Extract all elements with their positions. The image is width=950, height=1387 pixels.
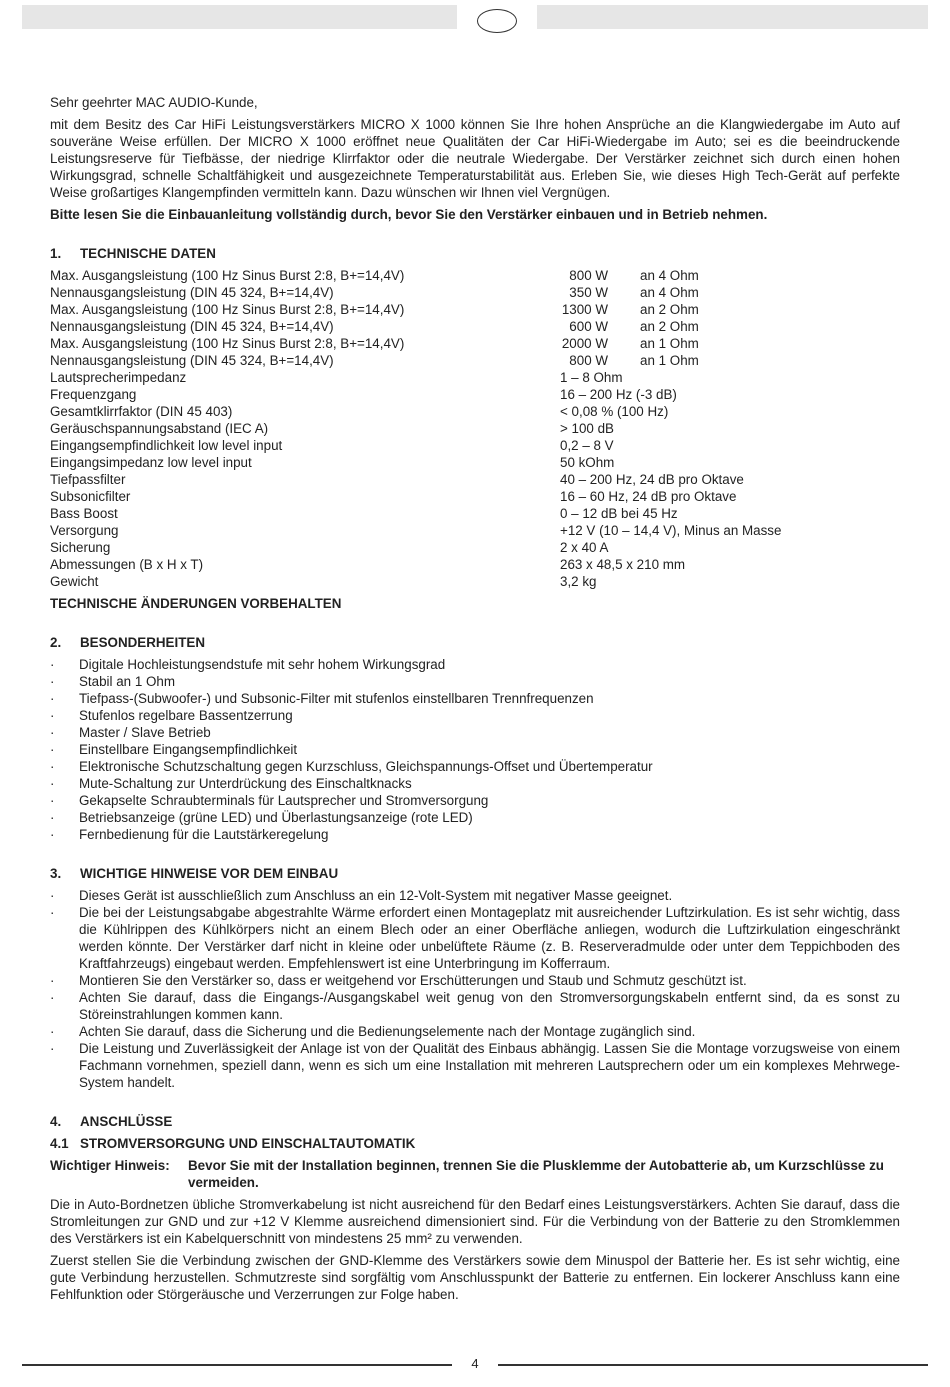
spec-label: Frequenzgang bbox=[50, 387, 137, 402]
spec-label: Max. Ausgangsleistung (100 Hz Sinus Burst 2:8, B+=14,4V) bbox=[50, 302, 405, 317]
hint-label: Wichtiger Hinweis: bbox=[50, 1158, 170, 1173]
list-item: · Montieren Sie den Verstärker so, dass er weitgehend vor Erschütterungen und Staub und Schmutz geschützt ist. bbox=[50, 972, 900, 989]
spec-label: Subsonicfilter bbox=[50, 489, 131, 504]
spec-value: 16 – 60 Hz, 24 dB pro Oktave bbox=[560, 489, 737, 504]
footer-rule-left bbox=[22, 1364, 452, 1366]
spec-value: 2 x 40 A bbox=[560, 540, 609, 555]
spec-load: an 2 Ohm bbox=[640, 302, 699, 317]
list-item: · Die bei der Leistungsabgabe abgestrahlte Wärme erfordert einen Montageplatz mit ausreichender Luftzirkulation. Es ist sehr wichtig, dass die Kühlrippen des Kühlkörpers nicht an einem Blech oder an einer Oberfläche anliegen, wodurch die Luftzirkulation eingeschränkt werden könnte. Der Verstärker darf nicht in kleine oder unbelüftete Räume (z. B. Reserveradmulde oder unter dem Teppichboden des Kraftfahrzeugs) eingebaut werden. Empfehlenswert ist eine Unterbringung im Kofferraum. bbox=[50, 904, 900, 972]
spec-value: 800 W bbox=[569, 353, 608, 368]
list-item: · Betriebsanzeige (grüne LED) und Überlastungsanzeige (rote LED) bbox=[50, 809, 900, 826]
spec-label: Geräuschspannungsabstand (IEC A) bbox=[50, 421, 269, 436]
spec-row bbox=[50, 556, 900, 573]
list-item: · Fernbedienung für die Lautstärkeregelung bbox=[50, 826, 900, 843]
spec-value: 600 W bbox=[569, 319, 608, 334]
spec-label: Tiefpassfilter bbox=[50, 472, 126, 487]
spec-value: 0,2 – 8 V bbox=[560, 438, 614, 453]
list-item: · Einstellbare Eingangsempfindlichkeit bbox=[50, 741, 900, 758]
list-item: · Gekapselte Schraubterminals für Lautsprecher und Stromversorgung bbox=[50, 792, 900, 809]
spec-row bbox=[50, 488, 900, 505]
intro-paragraph: mit dem Besitz des Car HiFi Leistungsverstärkers MICRO X 1000 können Sie Ihre hohen Ansprüche an die Klangwiedergabe im Auto auf souveräne Weise erfüllen. Der MICRO X 1000 eröffnet neue Qualitäten der Car HiFi-Wiedergabe im Auto; sei es die beeindruckende Leistungsreserve für Tiefbässe, der niedrige Klirrfaktor oder die neutrale Wiedergabe. Der Verstärker zeichnet sich durch einen hohen Wirkungsgrad, schnelle Schaltfähigkeit und ausgezeichnete Temperaturstabilität aus. Erleben Sie, wie dieses High Tech-Gerät auf perfekte Weise großartiges Klangempfinden vermitteln kann. Dazu wünschen wir Ihnen viel Vergnügen. bbox=[50, 117, 900, 200]
spec-load: an 4 Ohm bbox=[640, 285, 699, 300]
spec-row bbox=[50, 284, 900, 301]
spec-value: 800 W bbox=[569, 268, 608, 283]
hint-text: Bevor Sie mit der Installation beginnen, trennen Sie die Plusklemme der Autobatterie ab, um Kurzschlüsse zu vermeiden. bbox=[188, 1158, 884, 1190]
section-heading: 3. WICHTIGE HINWEISE VOR DEM EINBAU bbox=[50, 866, 339, 881]
spec-row bbox=[50, 352, 900, 369]
section-connections bbox=[50, 1113, 900, 1303]
document-body bbox=[50, 94, 900, 1308]
list-item: · Mute-Schaltung zur Unterdrückung des Einschaltknacks bbox=[50, 775, 900, 792]
spec-label: Nennausgangsleistung (DIN 45 324, B+=14,4V) bbox=[50, 353, 334, 368]
list-item: · Achten Sie darauf, dass die Sicherung und die Bedienungselemente nach der Montage zugänglich sind. bbox=[50, 1023, 900, 1040]
language-oval-icon bbox=[477, 9, 517, 33]
spec-row bbox=[50, 369, 900, 386]
list-item: · Die Leistung und Zuverlässigkeit der Anlage ist von der Qualität des Einbaus abhängig. Lassen Sie die Montage vorzugsweise von einem Fachmann vornehmen, speziell dann, wenn es sich um eine Installation mit mehreren Lautsprechern oder um ein komplexes Mehrwege-System handelt. bbox=[50, 1040, 900, 1091]
spec-label: Eingangsempfindlichkeit low level input bbox=[50, 438, 283, 453]
section-features bbox=[50, 634, 900, 843]
spec-row bbox=[50, 301, 900, 318]
spec-value: 2000 W bbox=[561, 336, 608, 351]
spec-row bbox=[50, 335, 900, 352]
spec-load: an 2 Ohm bbox=[640, 319, 699, 334]
spec-value: 50 kOhm bbox=[560, 455, 615, 470]
spec-label: Bass Boost bbox=[50, 506, 118, 521]
spec-label: Nennausgangsleistung (DIN 45 324, B+=14,4V) bbox=[50, 319, 334, 334]
list-item: · Digitale Hochleistungsendstufe mit sehr hohem Wirkungsgrad bbox=[50, 656, 900, 673]
greeting: Sehr geehrter MAC AUDIO-Kunde, bbox=[50, 95, 258, 110]
section-heading: 4. ANSCHLÜSSE bbox=[50, 1114, 173, 1129]
spec-table bbox=[50, 369, 900, 590]
spec-row bbox=[50, 437, 900, 454]
ground-connection-paragraph: Zuerst stellen Sie die Verbindung zwischen der GND-Klemme des Verstärkers sowie dem Minuspol der Batterie her. Es ist sehr wichtig, eine gute Verbindung herzustellen. Schmutzreste sind sorgfältig vom Anschlusspunkt der Batterie zu entfernen. Ein lockerer Anschluss kann eine Fehlfunktion oder Störgeräusche und Verzerrungen zur Folge haben. bbox=[50, 1253, 900, 1302]
spec-label: Sicherung bbox=[50, 540, 111, 555]
list-item: · Stufenlos regelbare Bassentzerrung bbox=[50, 707, 900, 724]
footer-rule-right bbox=[498, 1364, 928, 1366]
list-item: · Elektronische Schutzschaltung gegen Kurzschluss, Gleichspannungs-Offset und Übertemperatur bbox=[50, 758, 900, 775]
spec-value: 1 – 8 Ohm bbox=[560, 370, 623, 385]
spec-label: Max. Ausgangsleistung (100 Hz Sinus Burst 2:8, B+=14,4V) bbox=[50, 268, 405, 283]
spec-label: Lautsprecherimpedanz bbox=[50, 370, 187, 385]
spec-row bbox=[50, 420, 900, 437]
power-spec-table bbox=[50, 267, 900, 369]
spec-row bbox=[50, 267, 900, 284]
spec-value: < 0,08 % (100 Hz) bbox=[560, 404, 669, 419]
spec-label: Eingangsimpedanz low level input bbox=[50, 455, 252, 470]
spec-row bbox=[50, 573, 900, 590]
spec-row bbox=[50, 471, 900, 488]
spec-label: Gewicht bbox=[50, 574, 99, 589]
list-item: · Achten Sie darauf, dass die Eingangs-/Ausgangskabel weit genug von den Stromversorgungskabeln entfernt sind, da es sonst zu Störeinstrahlungen kommen kann. bbox=[50, 989, 900, 1023]
spec-row bbox=[50, 386, 900, 403]
list-item: · Master / Slave Betrieb bbox=[50, 724, 900, 741]
spec-value: 1300 W bbox=[561, 302, 608, 317]
changes-reserved-note: TECHNISCHE ÄNDERUNGEN VORBEHALTEN bbox=[50, 596, 342, 611]
section-technical-data bbox=[50, 245, 900, 612]
spec-value: 350 W bbox=[569, 285, 608, 300]
section-installation-notes bbox=[50, 865, 900, 1091]
spec-value: 0 – 12 dB bei 45 Hz bbox=[560, 506, 678, 521]
spec-label: Nennausgangsleistung (DIN 45 324, B+=14,4V) bbox=[50, 285, 334, 300]
installation-notes-list bbox=[50, 887, 900, 1091]
spec-value: +12 V (10 – 14,4 V), Minus an Masse bbox=[560, 523, 782, 538]
header-bar bbox=[22, 5, 928, 29]
section-heading: 1. TECHNISCHE DATEN bbox=[50, 246, 216, 261]
spec-load: an 1 Ohm bbox=[640, 336, 699, 351]
list-item: · Stabil an 1 Ohm bbox=[50, 673, 900, 690]
spec-row bbox=[50, 318, 900, 335]
section-heading: 2. BESONDERHEITEN bbox=[50, 635, 205, 650]
spec-value: 3,2 kg bbox=[560, 574, 597, 589]
spec-row bbox=[50, 454, 900, 471]
spec-row bbox=[50, 403, 900, 420]
spec-row bbox=[50, 522, 900, 539]
spec-label: Gesamtklirrfaktor (DIN 45 403) bbox=[50, 404, 233, 419]
spec-label: Abmessungen (B x H x T) bbox=[50, 557, 204, 572]
list-item: · Tiefpass-(Subwoofer-) und Subsonic-Filter mit stufenlos einstellbaren Trennfrequenzen bbox=[50, 690, 900, 707]
power-cable-paragraph: Die in Auto-Bordnetzen übliche Stromverkabelung ist nicht ausreichend für den Bedarf eines Leistungsverstärkers. Achten Sie darauf, dass die Stromleitungen zur GND und zur +12 V Klemme ausreichend dimensioniert sind. Für die Verbindung von der Batterie zu den Stromklemmen des Verstärkers ist ein Kabelquerschnitt von mindestens 25 mm² zu verwenden. bbox=[50, 1197, 900, 1246]
spec-load: an 4 Ohm bbox=[640, 268, 699, 283]
list-item: · Dieses Gerät ist ausschließlich zum Anschluss an ein 12-Volt-System mit negativer Masse geeignet. bbox=[50, 887, 900, 904]
intro-warning: Bitte lesen Sie die Einbauanleitung vollständig durch, bevor Sie den Verstärker einbauen und in Betrieb nehmen. bbox=[50, 207, 768, 222]
spec-value: 263 x 48,5 x 210 mm bbox=[560, 557, 686, 572]
features-list bbox=[50, 656, 900, 843]
important-hint bbox=[50, 1157, 900, 1191]
spec-value: 16 – 200 Hz (-3 dB) bbox=[560, 387, 677, 402]
page-number: 4 bbox=[471, 1356, 479, 1371]
spec-value: 40 – 200 Hz, 24 dB pro Oktave bbox=[560, 472, 744, 487]
spec-label: Versorgung bbox=[50, 523, 119, 538]
spec-load: an 1 Ohm bbox=[640, 353, 699, 368]
spec-label: Max. Ausgangsleistung (100 Hz Sinus Burst 2:8, B+=14,4V) bbox=[50, 336, 405, 351]
spec-value: > 100 dB bbox=[560, 421, 614, 436]
spec-row bbox=[50, 539, 900, 556]
subsection-heading: 4.1 STROMVERSORGUNG UND EINSCHALTAUTOMATIK bbox=[50, 1136, 416, 1151]
spec-row bbox=[50, 505, 900, 522]
